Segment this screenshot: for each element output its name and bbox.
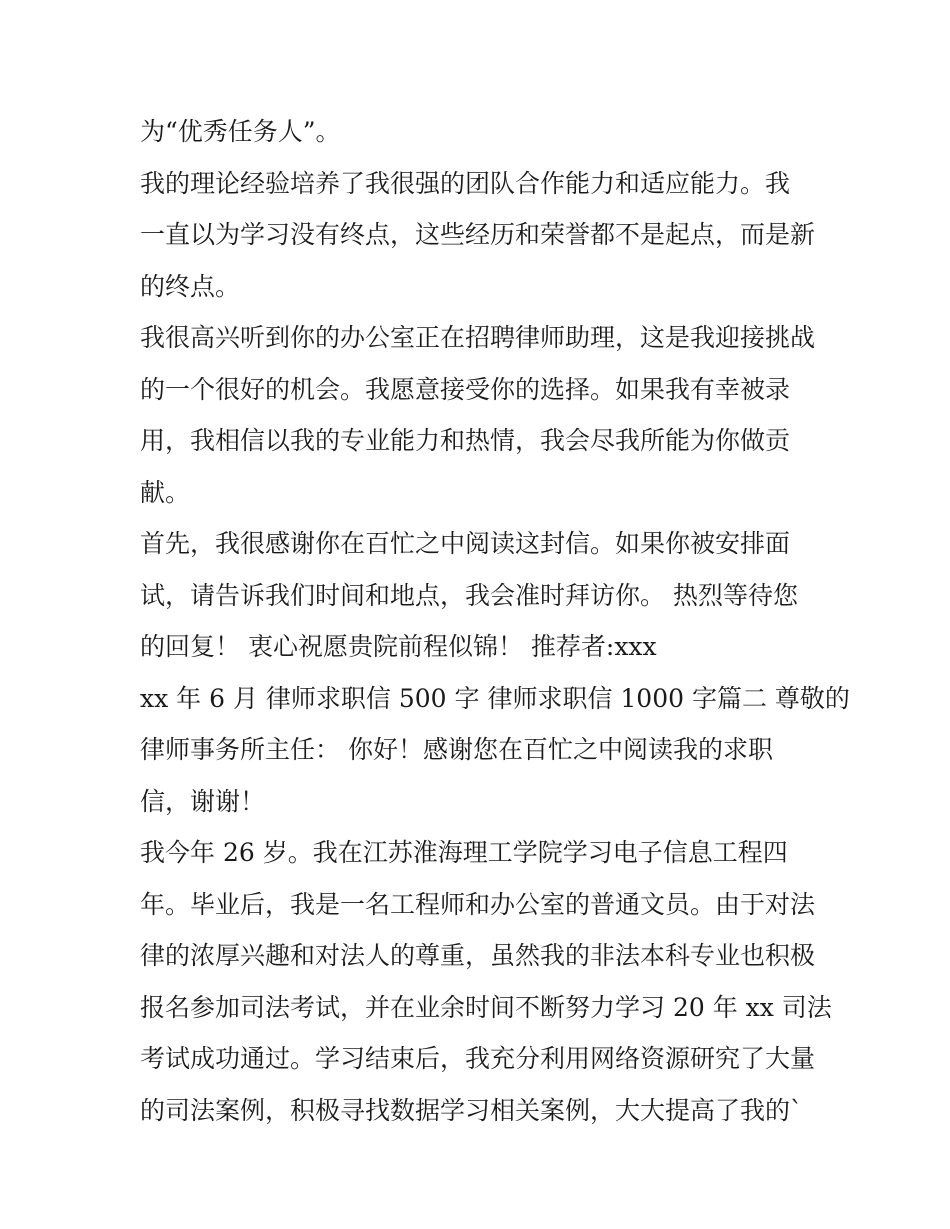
text-line: 的回复！ 衷心祝愿贵院前程似锦！ 推荐者:xxx	[140, 632, 657, 661]
text-line: 律师事务所主任： 你好！感谢您在百忙之中阅读我的求职	[140, 735, 773, 764]
text-line: 年。毕业后，我是一名工程师和办公室的普通文员。由于对法	[140, 889, 816, 919]
text-line: xx 年 6 月 律师求职信 500 字 律师求职信 1000 字篇二 尊敬的	[140, 683, 850, 713]
text-line: 试，请告诉我们时间和地点，我会准时拜访你。 热烈等待您	[140, 580, 798, 610]
text-line: 我的理论经验培养了我很强的团队合作能力和适应能力。我	[140, 168, 791, 198]
text-line: 一直以为学习没有终点，这些经历和荣誉都不是起点，而是新	[140, 220, 816, 249]
text-line: 的司法案例，积极寻找数据学习相关案例，大大提高了我的`	[140, 1095, 803, 1125]
text-line: 用，我相信以我的专业能力和热情，我会尽我所能为你做贡	[140, 426, 791, 455]
text-line: 信，谢谢！	[140, 786, 266, 816]
document-body	[140, 106, 850, 1136]
text-line: 律的浓厚兴趣和对法人的尊重，虽然我的非法本科专业也积极	[140, 941, 816, 970]
text-line: 为“优秀任务人”。	[140, 117, 341, 146]
text-line: 考试成功通过。学习结束后，我充分利用网络资源研究了大量	[140, 1044, 816, 1073]
text-line: 报名参加司法考试，并在业余时间不断努力学习 20 年 xx 司法	[140, 992, 832, 1022]
text-line: 我很高兴听到你的办公室正在招聘律师助理，这是我迎接挑战	[140, 323, 816, 352]
text-line: 我今年 26 岁。我在江苏淮海理工学院学习电子信息工程四	[140, 838, 788, 867]
text-line: 的终点。	[140, 271, 241, 301]
text-line: 献。	[140, 477, 191, 507]
text-line: 的一个很好的机会。我愿意接受你的选择。如果我有幸被录	[140, 374, 791, 404]
text-line: 首先，我很感谢你在百忙之中阅读这封信。如果你被安排面	[140, 529, 791, 558]
